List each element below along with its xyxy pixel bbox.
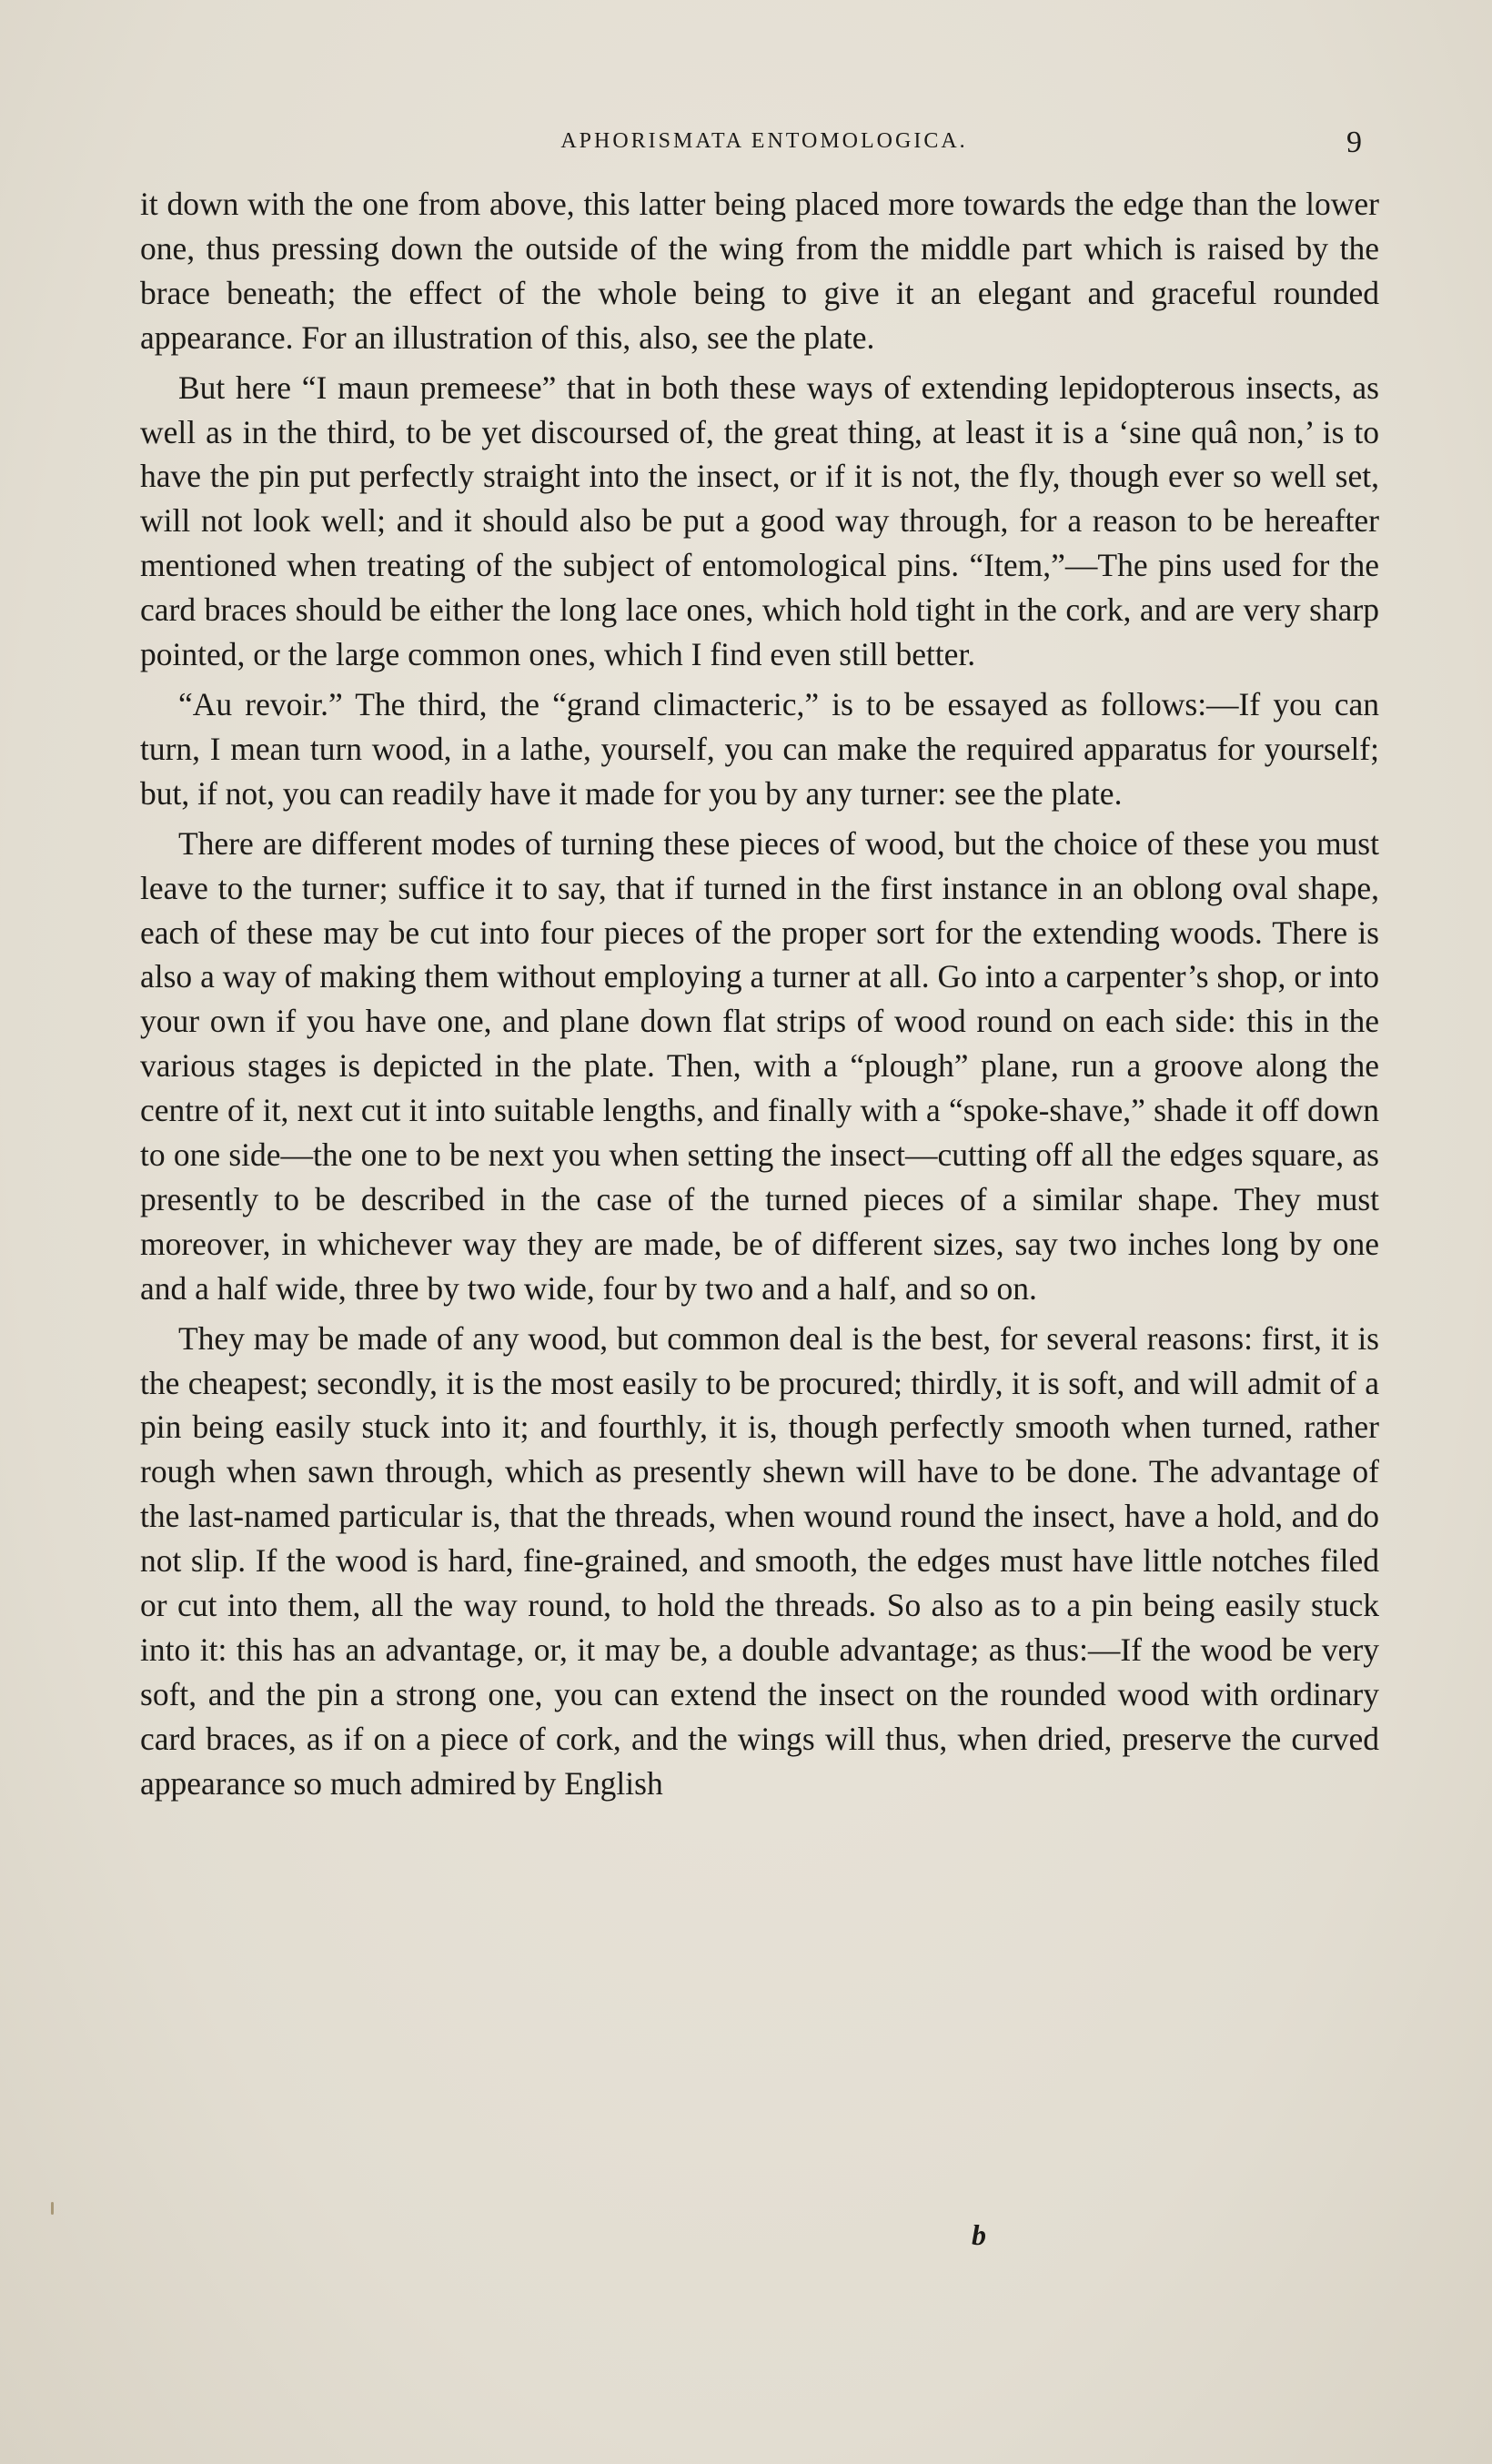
paragraph-third-method: “Au revoir.” The third, the “grand climacteric,” is to be essayed as follows:—If you can turn, I mean turn wood, in a lathe, yourself, you can make the required apparatus for yourself; but, if not, you can readily have it made for you by any turner: see the plate.: [140, 685, 1379, 812]
running-title: APHORISMATA ENTOMOLOGICA.: [560, 129, 968, 153]
paragraph-wood-choice: They may be made of any wood, but common deal is the best, for several reasons: first, it is the cheapest; secondly, it is the most easily to be procured; thirdly, it is soft, and will admit of a pin being easily stuck into it; and fourthly, it is, though perfectly smooth when turned, rather rough when sawn through, which as presently shewn will have to be done. The advantage of the last-named particular is, that the threads, when wound round the insect, have a hold, and do not slip. If the wood is hard, fine-grained, and smooth, the edges must have little notches filed or cut into them, all the way round, to hold the threads. So also as to a pin being easily stuck into it: this has an advantage, or, it may be, a double advantage; as thus:—If the wood be very soft, and the pin a strong one, you can extend the insect on the rounded wood with ordinary card braces, as if on a piece of cork, and the wings will thus, when dried, preserve the curved appearance so much admired by English: [140, 1319, 1379, 1802]
body-text: [140, 182, 1379, 1812]
paragraph-turning-modes: There are different modes of turning these pieces of wood, but the choice of these you must leave to the turner; suffice it to say, that if turned in the first instance in an oblong oval shape, each of these may be cut into four pieces of the proper sort for the extending woods. There is also a way of making them without employing a turner at all. Go into a carpenter’s shop, or into your own if you have one, and plane down flat strips of wood round on each side: this in the various stages is depicted in the plate. Then, with a “plough” plane, run a groove along the centre of it, next cut it into suitable lengths, and finally with a “spoke-shave,” shade it off down to one side—the one to be next you when setting the insect—cutting off all the edges square, as presently to be described in the case of the turned pieces of a similar shape. They must moreover, in whichever way they are made, be of different sizes, say two inches long by one and a half wide, three by two wide, four by two and a half, and so on.: [140, 824, 1379, 1307]
running-head: [0, 126, 1492, 175]
page-number: 9: [1346, 126, 1362, 159]
paper-speck: [51, 2202, 54, 2215]
paragraph-pin-advice: But here “I maun premeese” that in both these ways of extending lepidopterous insects, as well as in the third, to be yet discoursed of, the great thing, at least it is a ‘sine quâ non,’ is to have the pin put perfectly straight into the insect, or if it is not, the fly, though ever so well set, will not look well; and it should also be put a good way through, for a reason to be hereafter mentioned when treating of the subject of entomological pins. “Item,”—The pins used for the card braces should be either the long lace ones, which hold tight in the cork, and are very sharp pointed, or the large common ones, which I find even still better.: [140, 369, 1379, 673]
signature-mark: b: [972, 2218, 986, 2251]
paragraph-continued: it down with the one from above, this latter being placed more towards the edge than the lower one, thus pressing down the outside of the wing from the middle part which is raised by the brace beneath; the effect of the whole being to give it an elegant and graceful rounded appearance. For an illustration of this, also, see the plate.: [140, 186, 1379, 356]
